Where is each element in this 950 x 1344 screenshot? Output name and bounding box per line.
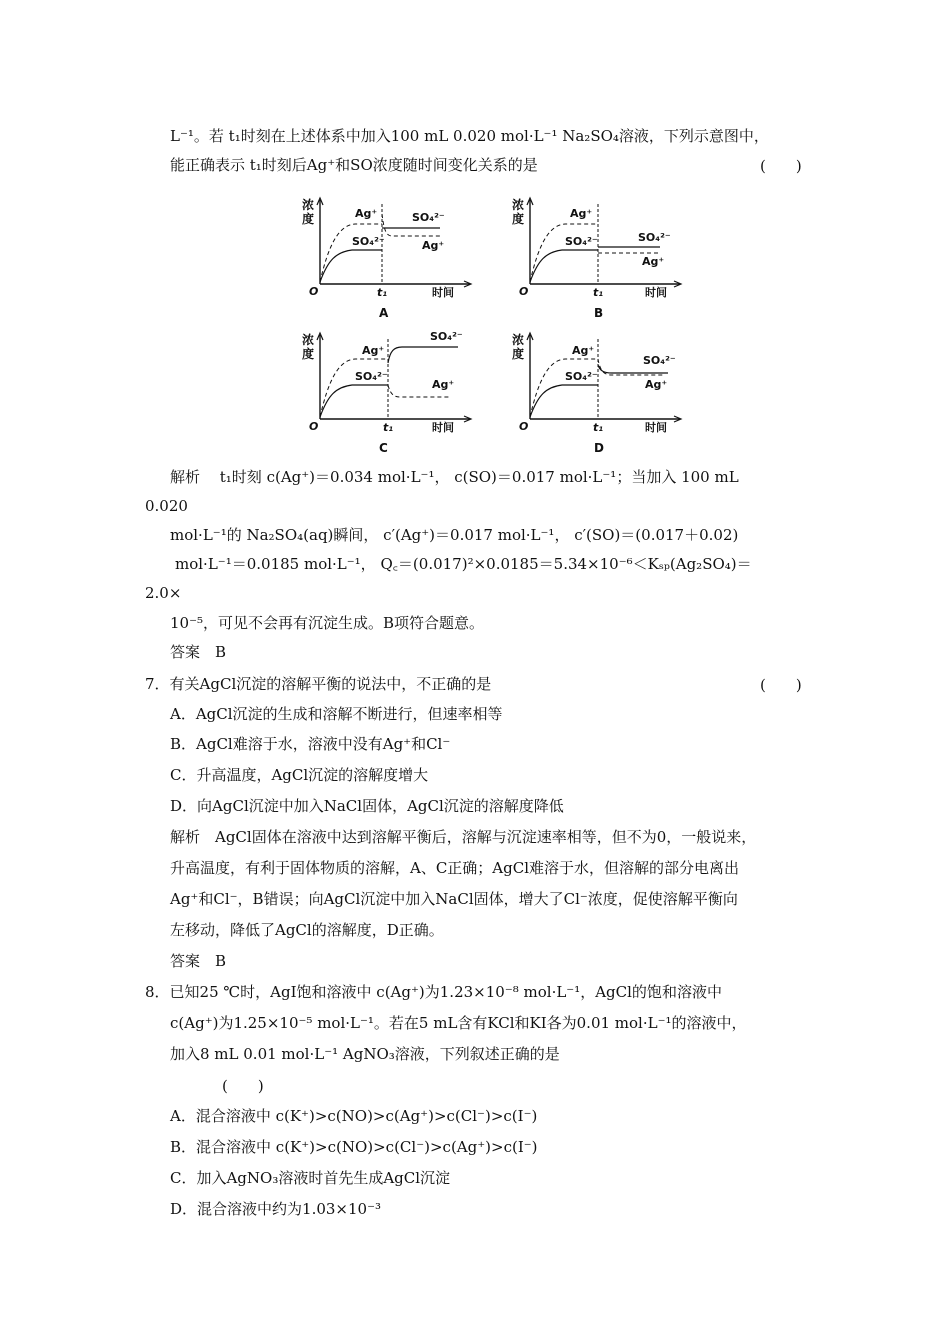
q6-analysis-line1: 解析 t₁时刻 c(Ag⁺)＝0.034 mol·L⁻¹， c(SO)＝0.017 mol·L⁻¹；当加入 100 mL xyxy=(170,468,739,486)
graph-d-plot xyxy=(510,327,690,457)
graph-c-caption: C xyxy=(379,441,388,455)
q8-stem-line1: 8．已知25 ℃时，AgI饱和溶液中 c(Ag⁺)为1.23×10⁻⁸ mol·L⁻¹，AgCl的饱和溶液中 xyxy=(145,983,722,1001)
graph-c-after-top: SO₄²⁻ xyxy=(430,330,463,343)
graph-a-before-bottom: SO₄²⁻ xyxy=(352,235,385,248)
graph-d-before-bottom: SO₄²⁻ xyxy=(565,370,598,383)
graph-c-origin: O xyxy=(309,420,319,433)
graph-b-origin: O xyxy=(519,285,529,298)
q7-option-c: C．升高温度，AgCl沉淀的溶解度增大 xyxy=(170,766,429,784)
q6-stem-line2: 能正确表示 t₁时刻后Ag⁺和SO浓度随时间变化关系的是 xyxy=(170,156,538,174)
graph-b-t1: t₁ xyxy=(593,286,604,299)
graph-a-after-top: SO₄²⁻ xyxy=(412,211,445,224)
graph-d-after-bottom: Ag⁺ xyxy=(645,378,668,391)
q8-option-a: A．混合溶液中 c(K⁺)>c(NO)>c(Ag⁺)>c(Cl⁻)>c(I⁻) xyxy=(170,1107,538,1125)
q8-stem-line3: 加入8 mL 0.01 mol·L⁻¹ AgNO₃溶液，下列叙述正确的是 xyxy=(170,1045,560,1063)
q8-stem-line2: c(Ag⁺)为1.25×10⁻⁵ mol·L⁻¹。若在5 mL含有KCl和KI各为0.01 mol·L⁻¹的溶液中， xyxy=(170,1014,747,1032)
q6-analysis-line6: 10⁻⁵，可见不会再有沉淀生成。B项符合题意。 xyxy=(170,614,485,632)
graph-b-caption: B xyxy=(594,306,604,320)
q6-stem-line1: L⁻¹。若 t₁时刻在上述体系中加入100 mL 0.020 mol·L⁻¹ Na₂SO₄溶液，下列示意图中， xyxy=(170,127,769,145)
graph-d-origin: O xyxy=(519,420,529,433)
graph-b-before-top: Ag⁺ xyxy=(570,207,593,220)
graph-d-x-label: 时间 xyxy=(645,421,667,434)
graph-d-before-top: Ag⁺ xyxy=(572,344,595,357)
graph-a-caption: A xyxy=(379,306,389,320)
q7-stem: 7．有关AgCl沉淀的溶解平衡的说法中，不正确的是 xyxy=(145,675,492,693)
graph-c-after-bottom: Ag⁺ xyxy=(432,378,455,391)
q7-option-a: A．AgCl沉淀的生成和溶解不断进行，但速率相等 xyxy=(170,705,503,723)
graph-a-t1: t₁ xyxy=(377,286,388,299)
graph-b-x-label: 时间 xyxy=(645,286,667,299)
graph-a-plot xyxy=(300,192,480,322)
graph-c xyxy=(300,327,480,457)
graph-d-t1: t₁ xyxy=(593,421,604,434)
q8-option-d: D．混合溶液中约为1.03×10⁻³ xyxy=(170,1200,382,1218)
graph-a xyxy=(300,192,480,322)
q6-analysis-line5: 2.0× xyxy=(145,584,182,602)
graph-b-after-top: SO₄²⁻ xyxy=(638,231,671,244)
q7-analysis-line4: 左移动，降低了AgCl的溶解度，D正确。 xyxy=(170,921,444,939)
q6-analysis-line2: 0.020 xyxy=(145,497,188,515)
q7-analysis-line3: Ag⁺和Cl⁻，B错误；向AgCl沉淀中加入NaCl固体，增大了Cl⁻浓度，促使溶解平衡向 xyxy=(170,890,738,908)
graph-a-origin: O xyxy=(309,285,319,298)
q6-answer-paren: ( ) xyxy=(760,157,802,175)
graph-c-x-label: 时间 xyxy=(432,421,454,434)
graph-b-after-bottom: Ag⁺ xyxy=(642,255,665,268)
q6-answer: 答案 B xyxy=(170,643,227,661)
graph-b xyxy=(510,192,690,322)
graph-c-before-top: Ag⁺ xyxy=(362,344,385,357)
graph-d-y-label: 浓度 xyxy=(512,333,525,361)
q7-option-d: D．向AgCl沉淀中加入NaCl固体，AgCl沉淀的溶解度降低 xyxy=(170,797,564,815)
graph-a-x-label: 时间 xyxy=(432,286,454,299)
q7-option-b: B．AgCl难溶于水，溶液中没有Ag⁺和Cl⁻ xyxy=(170,735,451,753)
q8-answer-paren: ( ) xyxy=(222,1077,264,1095)
graph-d-caption: D xyxy=(594,441,604,455)
q7-analysis-line2: 升高温度，有利于固体物质的溶解，A、C正确；AgCl难溶于水，但溶解的部分电离出 xyxy=(170,859,740,877)
q6-analysis-line3: mol·L⁻¹的 Na₂SO₄(aq)瞬间， c′(Ag⁺)＝0.017 mol·L⁻¹， c′(SO)＝(0.017＋0.02) xyxy=(170,526,739,544)
graph-b-y-label: 浓度 xyxy=(512,198,525,226)
q7-analysis-line1: 解析 AgCl固体在溶液中达到溶解平衡后，溶解与沉淀速率相等，但不为0，一般说来， xyxy=(170,828,757,846)
q6-analysis-line4: mol·L⁻¹＝0.0185 mol·L⁻¹， Q꜀＝(0.017)²×0.0185＝5.34×10⁻⁶＜Kₛₚ(Ag₂SO₄)＝ xyxy=(175,555,752,573)
graph-b-before-bottom: SO₄²⁻ xyxy=(565,235,598,248)
q7-answer: 答案 B xyxy=(170,952,227,970)
graph-c-plot xyxy=(300,327,480,457)
graph-d xyxy=(510,327,690,457)
graph-a-before-top: Ag⁺ xyxy=(355,207,378,220)
graph-c-y-label: 浓度 xyxy=(302,333,315,361)
graph-a-y-label: 浓度 xyxy=(302,198,315,226)
graph-c-before-bottom: SO₄²⁻ xyxy=(355,370,388,383)
graph-c-t1: t₁ xyxy=(383,421,394,434)
graph-a-after-bottom: Ag⁺ xyxy=(422,239,445,252)
q7-answer-paren: ( ) xyxy=(760,676,802,694)
q8-option-b: B．混合溶液中 c(K⁺)>c(NO)>c(Cl⁻)>c(Ag⁺)>c(I⁻) xyxy=(170,1138,538,1156)
q8-option-c: C．加入AgNO₃溶液时首先生成AgCl沉淀 xyxy=(170,1169,451,1187)
graph-d-after-top: SO₄²⁻ xyxy=(643,354,676,367)
